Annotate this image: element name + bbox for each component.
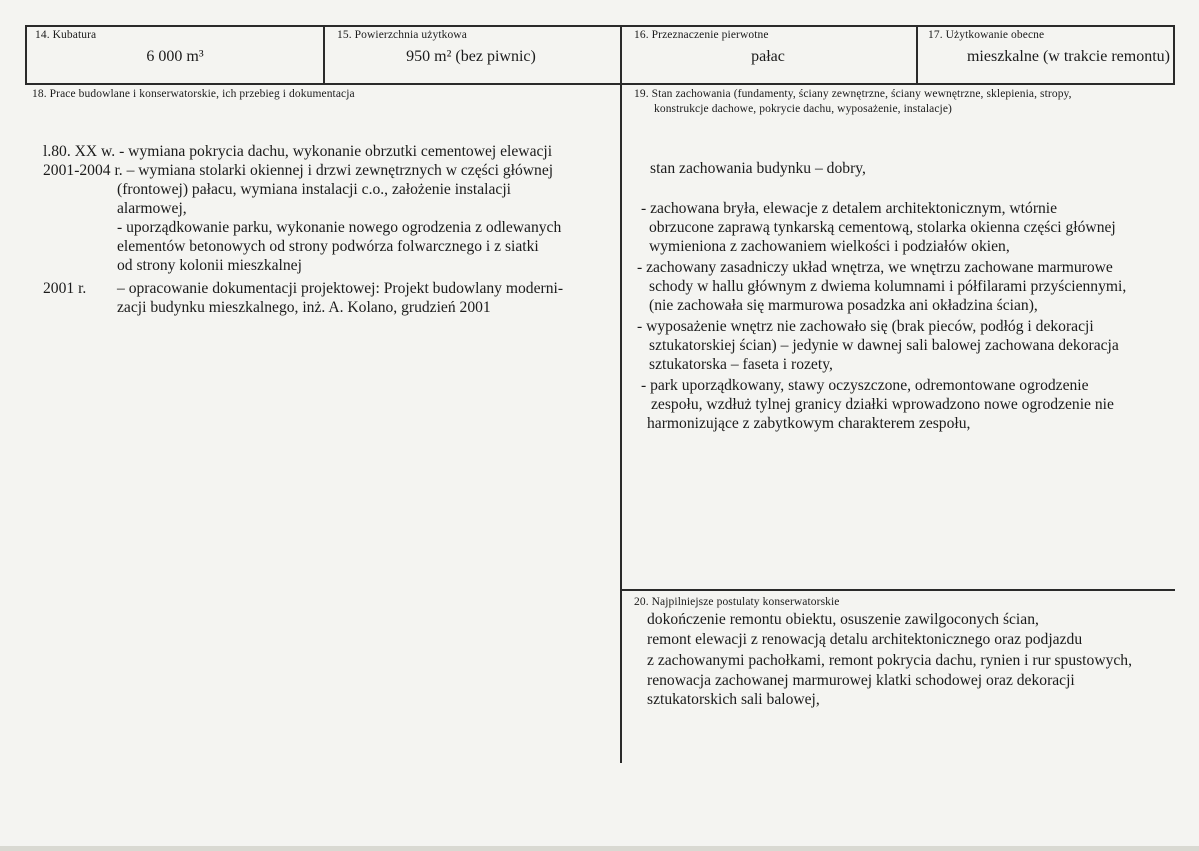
prace-line: - uporządkowanie parku, wykonanie nowego ogrodzenia z odlewanych xyxy=(117,219,562,236)
przeznaczenie-value: pałac xyxy=(751,48,785,65)
stan-line: wymieniona z zachowaniem wielkości i podziałów okien, xyxy=(649,238,1010,255)
stan-line: zespołu, wzdłuż tylnej granicy działki wprowadzono nowe ogrodzenie nie xyxy=(651,396,1114,413)
postulaty-divider xyxy=(620,589,1175,591)
right-border xyxy=(1173,25,1175,85)
prace-label: 18. Prace budowlane i konserwatorskie, ich przebieg i dokumentacja xyxy=(32,88,355,100)
prace-line: l.80. XX w. - wymiana pokrycia dachu, wykonanie obrzutki cementowej elewacji xyxy=(43,143,553,160)
postulaty-label: 20. Najpilniejsze postulaty konserwatorskie xyxy=(634,596,840,608)
stan-line: stan zachowania budynku – dobry, xyxy=(650,160,866,177)
prace-line: 2001-2004 r. – wymiana stolarki okiennej i drzwi zewnętrznych w części głównej xyxy=(43,162,554,179)
scan-bottom-edge xyxy=(0,846,1199,851)
stan-line: - park uporządkowany, stawy oczyszczone, odremontowane ogrodzenie xyxy=(641,377,1089,394)
prace-year: 2001 r. xyxy=(43,280,87,297)
stan-line: sztukatorskiej ścian) – jedynie w dawnej sali balowej zachowana dekoracja xyxy=(649,337,1119,354)
prace-line: – opracowanie dokumentacji projektowej: Projekt budowlany moderni- xyxy=(117,280,564,297)
stan-line: obrzucone zaprawą tynkarską cementową, stolarka okienna części głównej xyxy=(649,219,1116,236)
postulaty-line: z zachowanymi pachołkami, remont pokrycia dachu, rynien i rur spustowych, xyxy=(647,652,1132,669)
row-divider xyxy=(25,83,1175,85)
stan-label-continued: konstrukcje dachowe, pokrycie dachu, wyposażenie, instalacje) xyxy=(654,103,952,115)
stan-line: - zachowany zasadniczy układ wnętrza, we wnętrzu zachowane marmurowe xyxy=(637,259,1113,276)
przeznaczenie-label: 16. Przeznaczenie pierwotne xyxy=(634,29,769,41)
top-border xyxy=(25,25,1175,27)
stan-line: - wyposażenie wnętrz nie zachowało się (brak pieców, podłóg i dekoracji xyxy=(637,318,1094,335)
powierzchnia-value: 950 m² (bez piwnic) xyxy=(406,48,536,65)
center-divider xyxy=(620,25,622,763)
left-border xyxy=(25,25,27,85)
stan-line: sztukatorska – faseta i rozety, xyxy=(649,356,833,373)
prace-line: zacji budynku mieszkalnego, inż. A. Kolano, grudzień 2001 xyxy=(117,299,491,316)
postulaty-line: remont elewacji z renowacją detalu architektonicznego oraz podjazdu xyxy=(647,631,1083,648)
prace-line: (frontowej) pałacu, wymiana instalacji c.o., założenie instalacji xyxy=(117,181,512,198)
kubatura-label: 14. Kubatura xyxy=(35,29,97,41)
powierzchnia-label: 15. Powierzchnia użytkowa xyxy=(337,29,467,41)
stan-line: - zachowana bryła, elewacje z detalem architektonicznym, wtórnie xyxy=(641,200,1058,217)
postulaty-line: dokończenie remontu obiektu, osuszenie zawilgoconych ścian, xyxy=(647,611,1039,628)
uzytkowanie-value: mieszkalne (w trakcie remontu) xyxy=(966,48,1170,65)
prace-line: elementów betonowych od strony podwórza folwarcznego i z siatki xyxy=(117,238,539,255)
stan-label: 19. Stan zachowania (fundamenty, ściany zewnętrzne, ściany wewnętrzne, sklepienia, stropy, xyxy=(634,88,1072,100)
stan-line: (nie zachowała się marmurowa posadzka ani okładzina ścian), xyxy=(649,297,1038,314)
stan-line: harmonizujące z zabytkowym charakterem zespołu, xyxy=(647,415,971,432)
uzytkowanie-label: 17. Użytkowanie obecne xyxy=(928,29,1045,41)
postulaty-line: sztukatorskich sali balowej, xyxy=(647,691,820,708)
kubatura-value: 6 000 m³ xyxy=(146,48,204,65)
stan-line: schody w hallu głównym z dwiema kolumnami i półfilarami przyściennymi, xyxy=(649,278,1127,295)
prace-line: od strony kolonii mieszkalnej xyxy=(117,257,302,274)
postulaty-line: renowacja zachowanej marmurowej klatki schodowej oraz dekoracji xyxy=(647,672,1075,689)
prace-line: alarmowej, xyxy=(117,200,187,217)
